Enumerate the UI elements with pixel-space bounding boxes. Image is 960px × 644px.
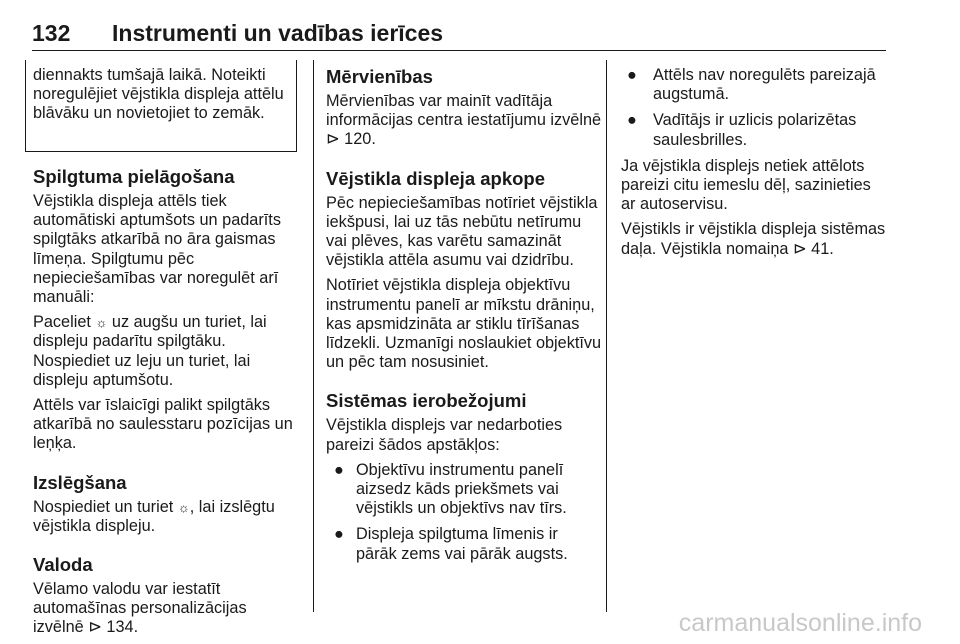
page-ref-arrow-icon: ⊳ <box>326 130 340 149</box>
column-3 <box>621 66 887 265</box>
page-number: 132 <box>32 20 71 46</box>
text: Displeja spilgtuma līmenis ir pārāk zems vai pārāk augsts. <box>356 525 568 563</box>
bullet-list <box>326 461 602 564</box>
column-divider-1 <box>313 60 314 612</box>
page-title: Instrumenti un vadības ierīces <box>112 20 444 46</box>
page-ref[interactable]: 120. <box>339 130 376 149</box>
list-item <box>621 111 887 149</box>
page-header <box>32 16 886 51</box>
section-heading-language: Valoda <box>33 554 93 576</box>
page-ref-arrow-icon: ⊳ <box>88 618 102 637</box>
text: Nospiediet un turiet <box>33 497 178 516</box>
text: , lai izslēgtu vējstikla displeju. <box>33 497 275 535</box>
list-item <box>326 525 602 563</box>
paragraph <box>33 580 298 638</box>
section-heading-off: Izslēgšana <box>33 471 127 493</box>
text: Vadītājs ir uzlicis polarizētas saulesbrilles. <box>653 111 857 149</box>
paragraph: Ja vējstikla displejs netiek attēlots pareizi citu iemeslu dēļ, sazinieties ar autoservisu. <box>621 156 871 214</box>
text: Vēlamo valodu var iestatīt automašīnas personalizācijas izvēlnē <box>33 580 247 637</box>
text: Vējstikls ir vējstikla displeja sistēmas daļa. Vējstikla nomaiņa <box>621 220 886 258</box>
bullet-icon: ● <box>627 66 637 84</box>
paragraph: Vējstikla displejs var nedarboties pareizi šādos apstākļos: <box>326 416 563 454</box>
paragraph: Attēls var īslaicīgi palikt spilgtāks atkarībā no saulesstaru pozīcijas un leņķa. <box>33 396 293 453</box>
watermark: carmanualsonline.info <box>678 609 922 637</box>
paragraph: Notīriet vējstikla displeja objektīvu instrumentu panelī ar mīkstu drāniņu, kas apsmidzināta ar stiklu tīrīšanas līdzekli. Uzmanīgi noslaukiet objektīvu un pēc tam nosusiniet. <box>326 276 602 372</box>
warning-box-text: diennakts tumšajā laikā. Noteikti noregulējiet vējstikla displeja attēlu blāvāku un novietojiet to zemāk. <box>33 66 284 123</box>
page-ref[interactable]: 41. <box>806 239 834 258</box>
brightness-icon: ☼ <box>95 315 108 331</box>
paragraph <box>33 498 298 536</box>
page-ref[interactable]: 134. <box>101 618 139 637</box>
bullet-icon: ● <box>627 111 637 130</box>
list-item <box>326 461 602 519</box>
column-divider-2 <box>606 60 607 612</box>
page-ref-arrow-icon: ⊳ <box>792 239 807 258</box>
brightness-icon: ☼ <box>177 499 190 515</box>
section-heading-maintenance: Vējstikla displeja apkope <box>326 167 546 189</box>
column-2 <box>326 66 602 571</box>
text: Mērvienības var mainīt vadītāja informācijas centra iestatījumu izvēlnē <box>326 92 602 130</box>
bullet-icon: ● <box>334 460 344 479</box>
text: Paceliet <box>33 313 96 332</box>
paragraph <box>621 220 887 258</box>
text: Objektīvu instrumentu panelī aizsedz kāds priekšmets vai vējstikls un objektīvs nav tīrs. <box>356 460 567 518</box>
paragraph <box>326 92 602 150</box>
text: Nospiediet uz leju un turiet, lai displeju aptumšotu. <box>33 351 251 389</box>
bullet-list <box>621 66 887 150</box>
paragraph: Pēc nepieciešamības notīriet vējstikla iekšpusi, lai uz tās nebūtu netīrumu vai plēves, kas varētu samazināt vējstikla attēla asumu vai dzidrību. <box>326 193 598 270</box>
section-heading-brightness: Spilgtuma pielāgošana <box>33 166 235 187</box>
list-item <box>621 66 887 104</box>
paragraph: Vējstikla displeja attēls tiek automātiski aptumšots un padarīts spilgtāks atkarībā no āra gaismas līmeņa. Spilgtumu pēc nepieciešamības var noregulēt arī manuāli: <box>33 192 281 307</box>
section-heading-limitations: Sistēmas ierobežojumi <box>326 390 527 412</box>
column-1 <box>33 166 298 644</box>
paragraph <box>33 313 298 390</box>
bullet-icon: ● <box>334 525 344 544</box>
text: Attēls nav noregulēts pareizajā augstumā. <box>653 66 876 104</box>
section-heading-units: Mērvienības <box>326 66 433 87</box>
text: uz augšu un turiet, lai displeju padarītu spilgtāku. <box>33 313 267 351</box>
